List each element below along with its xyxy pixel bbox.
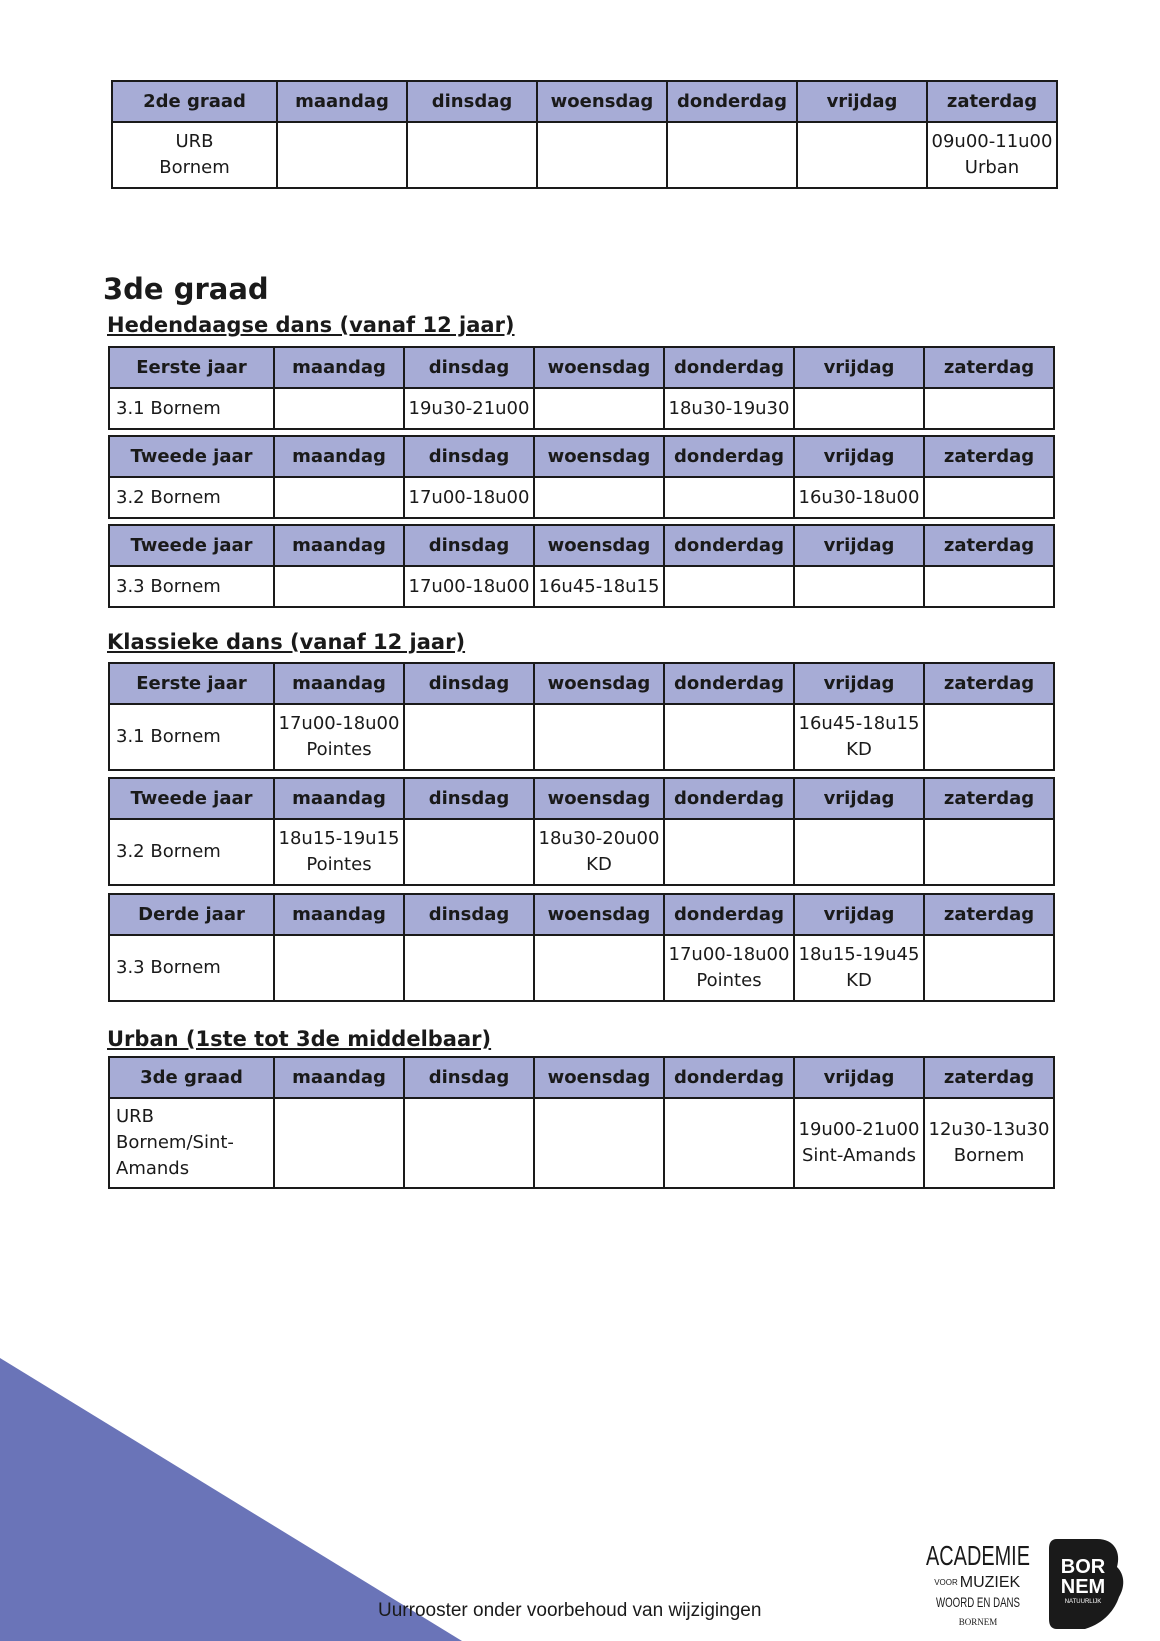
cell-note: Pointes	[306, 739, 372, 760]
svg-text:MUZIEK: MUZIEK	[959, 1574, 1021, 1591]
header-row	[109, 347, 1054, 388]
header-day-zaterdag: zaterdag	[927, 81, 1057, 122]
header-day-zaterdag: zaterdag	[924, 436, 1054, 477]
cell-note: Pointes	[696, 970, 762, 991]
cell-maandag	[274, 566, 404, 607]
cell-dinsdag	[404, 1098, 534, 1188]
header-day-woensdag: woensdag	[534, 1057, 664, 1098]
cell-donderdag	[664, 1098, 794, 1188]
row-label-line: Amands	[116, 1158, 190, 1179]
cell-time: 17u00-18u00	[668, 944, 790, 965]
cell-zaterdag	[924, 704, 1054, 770]
cell-zaterdag	[924, 566, 1054, 607]
header-group-label: Tweede jaar	[109, 525, 274, 566]
cell-time: 17u00-18u00	[278, 713, 400, 734]
svg-text:NATUURLIJK: NATUURLIJK	[1064, 1599, 1102, 1605]
bornem-logo	[1045, 1535, 1125, 1633]
row-label	[109, 477, 274, 518]
cell-note: Bornem	[953, 1145, 1025, 1166]
header-day-woensdag: woensdag	[534, 436, 664, 477]
subtitle-klassieke-dans: Klassieke dans (vanaf 12 jaar)	[107, 630, 466, 654]
row-label	[109, 388, 274, 429]
footer-note: Uurrooster onder voorbehoud van wijzigingen	[378, 1600, 762, 1621]
table-row	[109, 819, 1054, 885]
header-day-vrijdag: vrijdag	[794, 436, 924, 477]
cell-zaterdag	[924, 477, 1054, 518]
header-day-dinsdag: dinsdag	[404, 347, 534, 388]
header-group-label: 2de graad	[112, 81, 277, 122]
cell-time: 18u15-19u45	[798, 944, 920, 965]
header-day-donderdag: donderdag	[664, 1057, 794, 1098]
table-hedendaags-tweede-jaar-b	[108, 524, 1055, 608]
cell-woensdag	[534, 566, 664, 607]
row-label-line: 3.3 Bornem	[116, 957, 221, 978]
header-day-dinsdag: dinsdag	[404, 663, 534, 704]
header-day-donderdag: donderdag	[664, 894, 794, 935]
header-day-woensdag: woensdag	[534, 663, 664, 704]
header-day-dinsdag: dinsdag	[407, 81, 537, 122]
decorative-triangle	[0, 1358, 462, 1641]
header-row	[109, 663, 1054, 704]
cell-woensdag	[534, 935, 664, 1001]
table-hedendaags-tweede-jaar	[108, 435, 1055, 519]
cell-donderdag	[667, 122, 797, 188]
cell-maandag	[274, 704, 404, 770]
cell-dinsdag	[404, 566, 534, 607]
header-day-donderdag: donderdag	[664, 525, 794, 566]
header-row	[109, 778, 1054, 819]
cell-time: 09u00-11u00	[931, 131, 1053, 152]
header-day-zaterdag: zaterdag	[924, 894, 1054, 935]
table-row	[109, 704, 1054, 770]
header-day-dinsdag: dinsdag	[404, 525, 534, 566]
cell-time: 18u15-19u15	[278, 828, 400, 849]
cell-maandag	[274, 388, 404, 429]
cell-vrijdag	[797, 122, 927, 188]
cell-vrijdag	[794, 819, 924, 885]
header-day-vrijdag: vrijdag	[794, 1057, 924, 1098]
cell-time: 17u00-18u00	[408, 575, 530, 597]
row-label-line: URB	[116, 1106, 155, 1127]
cell-maandag	[274, 819, 404, 885]
cell-note: Urban	[964, 157, 1020, 178]
header-day-maandag: maandag	[274, 663, 404, 704]
header-row	[109, 436, 1054, 477]
row-label	[109, 566, 274, 607]
cell-donderdag	[664, 819, 794, 885]
row-label-line: URB	[175, 131, 214, 152]
cell-donderdag	[664, 477, 794, 518]
header-group-label: Tweede jaar	[109, 436, 274, 477]
header-row	[109, 894, 1054, 935]
cell-zaterdag	[927, 122, 1057, 188]
header-day-maandag: maandag	[274, 525, 404, 566]
cell-vrijdag	[794, 388, 924, 429]
header-group-label: 3de graad	[109, 1057, 274, 1098]
row-label	[109, 704, 274, 770]
table-row	[109, 477, 1054, 518]
triangle-shape	[0, 1358, 462, 1641]
header-row	[109, 1057, 1054, 1098]
header-day-dinsdag: dinsdag	[404, 778, 534, 819]
header-day-zaterdag: zaterdag	[924, 347, 1054, 388]
table-row	[109, 388, 1054, 429]
header-day-woensdag: woensdag	[534, 894, 664, 935]
cell-donderdag	[664, 935, 794, 1001]
header-day-zaterdag: zaterdag	[924, 525, 1054, 566]
cell-woensdag	[534, 388, 664, 429]
table-klassiek-tweede-jaar	[108, 777, 1055, 886]
row-label-line: 3.2 Bornem	[116, 486, 221, 508]
header-day-maandag: maandag	[274, 894, 404, 935]
cell-dinsdag	[404, 477, 534, 518]
header-day-zaterdag: zaterdag	[924, 778, 1054, 819]
row-label	[109, 819, 274, 885]
header-group-label: Eerste jaar	[109, 663, 274, 704]
table-2de-graad	[111, 80, 1058, 189]
header-day-woensdag: woensdag	[534, 525, 664, 566]
cell-dinsdag	[407, 122, 537, 188]
header-day-donderdag: donderdag	[664, 347, 794, 388]
cell-woensdag	[534, 819, 664, 885]
header-day-dinsdag: dinsdag	[404, 894, 534, 935]
header-day-vrijdag: vrijdag	[794, 347, 924, 388]
cell-time: 18u30-19u30	[668, 397, 790, 419]
header-day-maandag: maandag	[274, 1057, 404, 1098]
header-day-maandag: maandag	[274, 347, 404, 388]
cell-zaterdag	[924, 388, 1054, 429]
cell-vrijdag	[794, 704, 924, 770]
cell-maandag	[277, 122, 407, 188]
svg-text:WOORD EN DANS: WOORD EN DANS	[936, 1594, 1020, 1610]
cell-time: 17u00-18u00	[408, 486, 530, 508]
header-day-vrijdag: vrijdag	[794, 663, 924, 704]
header-day-vrijdag: vrijdag	[797, 81, 927, 122]
header-day-zaterdag: zaterdag	[924, 663, 1054, 704]
academie-logo	[918, 1535, 1038, 1630]
cell-zaterdag	[924, 935, 1054, 1001]
cell-vrijdag	[794, 566, 924, 607]
svg-text:VOOR: VOOR	[934, 1578, 958, 1587]
header-day-donderdag: donderdag	[664, 778, 794, 819]
subtitle-urban: Urban (1ste tot 3de middelbaar)	[107, 1027, 492, 1051]
header-row	[112, 81, 1057, 122]
cell-time: 19u30-21u00	[408, 397, 530, 419]
header-row	[109, 525, 1054, 566]
row-label	[109, 935, 274, 1001]
header-day-dinsdag: dinsdag	[404, 436, 534, 477]
section-title-3de-graad: 3de graad	[103, 272, 269, 306]
row-label-line: Bornem/Sint-	[116, 1132, 234, 1153]
table-urban-3de-graad	[108, 1056, 1055, 1189]
table-klassiek-eerste-jaar	[108, 662, 1055, 771]
cell-note: KD	[846, 739, 872, 760]
header-day-donderdag: donderdag	[664, 436, 794, 477]
row-label-line: 3.1 Bornem	[116, 726, 221, 747]
cell-donderdag	[664, 704, 794, 770]
header-day-woensdag: woensdag	[537, 81, 667, 122]
svg-text:ACADEMIE: ACADEMIE	[926, 1540, 1030, 1571]
row-label	[112, 122, 277, 188]
header-day-zaterdag: zaterdag	[924, 1057, 1054, 1098]
cell-note: Pointes	[306, 854, 372, 875]
cell-donderdag	[664, 566, 794, 607]
cell-vrijdag	[794, 935, 924, 1001]
cell-woensdag	[537, 122, 667, 188]
cell-woensdag	[534, 1098, 664, 1188]
cell-dinsdag	[404, 704, 534, 770]
svg-text:BOR: BOR	[1060, 1556, 1106, 1578]
row-label-line: 3.1 Bornem	[116, 397, 221, 419]
cell-time: 16u45-18u15	[538, 575, 660, 597]
cell-time: 16u45-18u15	[798, 713, 920, 734]
cell-maandag	[274, 1098, 404, 1188]
header-day-vrijdag: vrijdag	[794, 778, 924, 819]
row-label-line: 3.3 Bornem	[116, 575, 221, 597]
cell-dinsdag	[404, 935, 534, 1001]
row-label	[109, 1098, 274, 1188]
header-group-label: Eerste jaar	[109, 347, 274, 388]
row-label-line: 3.2 Bornem	[116, 841, 221, 862]
header-day-donderdag: donderdag	[667, 81, 797, 122]
table-hedendaags-eerste-jaar	[108, 346, 1055, 430]
cell-time: 12u30-13u30	[928, 1119, 1050, 1140]
cell-time: 18u30-20u00	[538, 828, 660, 849]
table-row	[109, 566, 1054, 607]
cell-vrijdag	[794, 477, 924, 518]
table-row	[109, 935, 1054, 1001]
header-day-maandag: maandag	[277, 81, 407, 122]
cell-note: KD	[586, 854, 612, 875]
cell-time: 19u00-21u00	[798, 1119, 920, 1140]
cell-maandag	[274, 477, 404, 518]
header-day-maandag: maandag	[274, 436, 404, 477]
table-row	[112, 122, 1057, 188]
cell-note: Sint-Amands	[801, 1145, 917, 1166]
cell-maandag	[274, 935, 404, 1001]
cell-woensdag	[534, 477, 664, 518]
cell-woensdag	[534, 704, 664, 770]
header-group-label: Derde jaar	[109, 894, 274, 935]
svg-text:BORNEM: BORNEM	[958, 1617, 998, 1627]
table-row	[109, 1098, 1054, 1188]
cell-zaterdag	[924, 819, 1054, 885]
header-day-maandag: maandag	[274, 778, 404, 819]
header-day-donderdag: donderdag	[664, 663, 794, 704]
svg-text:NEM: NEM	[1060, 1576, 1106, 1598]
header-group-label: Tweede jaar	[109, 778, 274, 819]
header-day-woensdag: woensdag	[534, 778, 664, 819]
cell-time: 16u30-18u00	[798, 486, 920, 508]
row-label-line: Bornem	[159, 157, 230, 178]
table-klassiek-derde-jaar	[108, 893, 1055, 1002]
header-day-dinsdag: dinsdag	[404, 1057, 534, 1098]
cell-dinsdag	[404, 388, 534, 429]
cell-vrijdag	[794, 1098, 924, 1188]
header-day-vrijdag: vrijdag	[794, 894, 924, 935]
subtitle-hedendaagse-dans: Hedendaagse dans (vanaf 12 jaar)	[107, 313, 515, 337]
cell-note: KD	[846, 970, 872, 991]
cell-zaterdag	[924, 1098, 1054, 1188]
header-day-woensdag: woensdag	[534, 347, 664, 388]
header-day-vrijdag: vrijdag	[794, 525, 924, 566]
cell-dinsdag	[404, 819, 534, 885]
cell-donderdag	[664, 388, 794, 429]
